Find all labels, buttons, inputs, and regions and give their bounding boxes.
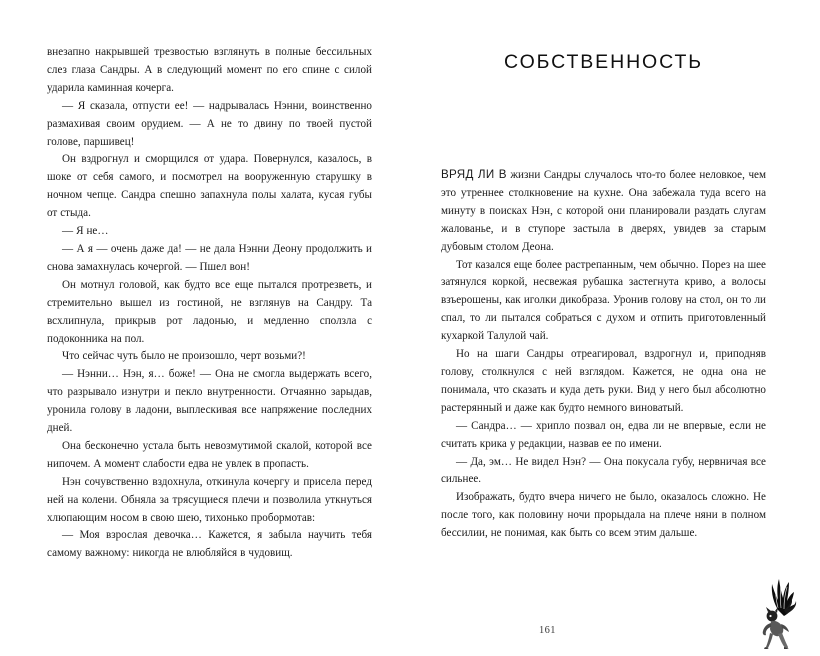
chapter-opening-rest: жизни Сандры случалось что-то более неловкое, чем это утреннее столкновение на кухне. Она забежала туда всего на минуту в поисках Нэн, с которой они планировали раздать слугам жалованье, и в ступоре застыла в дверях, увидев за старым дубовым столом Деона.: [441, 169, 766, 253]
paragraph: Он вздрогнул и сморщился от удара. Повернулся, казалось, в шоке от себя самого, и посмотрел на вооруженную старушку в ночном чепце. Сандра спешно запахнула полы халата, кусая губы от стыда.: [47, 153, 372, 220]
chapter-title-spacer: [441, 73, 766, 166]
paragraph: Изображать, будто вчера ничего не было, оказалось сложно. Не после того, как половину ночи прорыдала на плече няни в полном бессилии, не понимая, как быть со всем этим дальше.: [441, 491, 766, 540]
chapter-opening-words: ВРЯД ЛИ В: [441, 168, 507, 181]
chapter-title: СОБСТВЕННОСТЬ: [504, 51, 703, 73]
paragraph: Но на шаги Сандры отреагировал, вздрогнул и, приподняв голову, столкнулся с ней взглядом. Кажется, не одна она не понимала, что сказать и куда деть руки. Вид у него был абсолютно растерянный и даже как будто немного виноватый.: [441, 348, 766, 414]
paragraph: Тот казался еще более растрепанным, чем обычно. Порез на шее затянулся коркой, несвежая рубашка застегнута криво, а волосы взъерошены, как иголки дикобраза. Уронив голову на стол, он то ли спал, то ли пытался собраться с духом и отпить приготовленный кухаркой Талулой чай.: [441, 258, 766, 343]
paragraph: — Я не…: [62, 225, 109, 238]
paragraph: — Да, эм… Не видел Нэн? — Она покусала губу, нервничая все сильнее.: [441, 455, 766, 486]
paragraph: Он мотнул головой, как будто все еще пытался протрезветь, и стремительно вышел из гостиной, не взглянув на Сандру. Та всхлипнула, прикрыв рот ладонью, и медленно сползла с подоконника на пол.: [47, 278, 372, 345]
paragraph: Она бесконечно устала быть невозмутимой скалой, которой все нипочем. А момент слабости едва не увлек в пропасть.: [47, 439, 372, 470]
paragraph: внезапно накрывшей трезвостью взглянуть в полные бессильных слез глаза Сандры. А в следующий момент по его спине с силой ударила каминная кочерга.: [47, 46, 372, 94]
right-page-text-column: [441, 44, 766, 543]
paragraph: — А я — очень даже да! — не дала Нэнни Деону продолжить и снова замахнулась кочергой. — Пшел вон!: [47, 242, 372, 273]
paragraph: — Сандра… — хрипло позвал он, едва ли не впервые, если не считать крика у редакции, назвав ее по имени.: [441, 419, 766, 450]
paragraph: — Нэнни… Нэн, я… боже! — Она не смогла выдержать всего, что разрывало изнутри и пекло внутренности. Отчаянно зарыдав, уронила голову в ладони, выплескивая все напряжение последних дней.: [47, 368, 372, 435]
paragraph: — Я сказала, отпусти ее! — надрывалась Нэнни, воинственно размахивая своим орудием. — А не то двину по твоей пустой голове, паршивец!: [47, 99, 372, 148]
paragraph: Нэн сочувственно вздохнула, откинула кочергу и присела перед ней на колени. Обняла за трясущиеся плечи и позволила уткнуться хлюпающим носом в свою шею, тихонько пробормотав:: [47, 475, 372, 524]
winged-creature-illustration: [748, 578, 800, 650]
chapter-opening-paragraph: [441, 166, 766, 257]
right-page: [410, 0, 820, 656]
paragraph: — Моя взрослая девочка… Кажется, я забыла научить тебя самому важному: никогда не влюбляйся в чудовищ.: [47, 529, 372, 560]
page-number: 161: [539, 625, 556, 636]
left-page-text-column: [47, 44, 372, 563]
paragraph: Что сейчас чуть было не произошло, черт возьми?!: [62, 350, 306, 363]
